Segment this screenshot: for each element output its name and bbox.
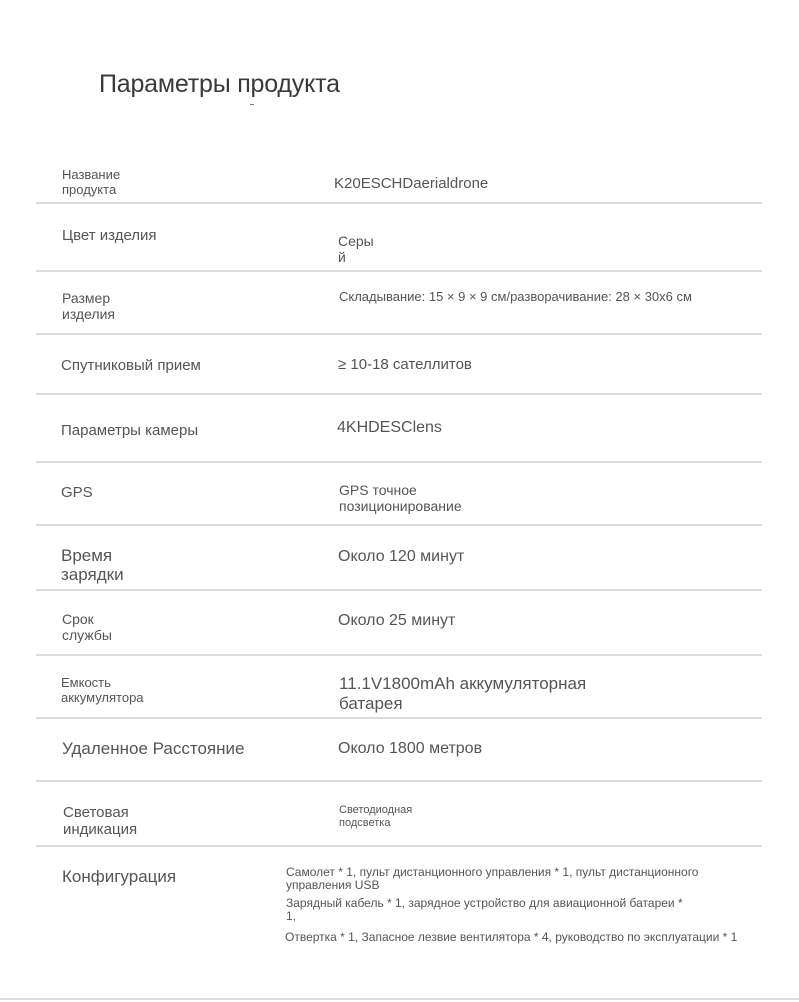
spec-row-service-life: [36, 591, 762, 656]
spec-value: Серы й: [338, 233, 374, 266]
spec-value: 4KHDESClens: [337, 419, 442, 436]
configuration-line: Самолет * 1, пульт дистанционного управления * 1, пульт дистанционного управления USB: [286, 865, 699, 893]
spec-value: Около 25 минут: [338, 612, 456, 629]
spec-label: Параметры камеры: [61, 422, 199, 439]
spec-value: 11.1V1800mAh аккумуляторная батарея: [339, 674, 587, 713]
spec-value: Около 1800 метров: [338, 740, 483, 757]
spec-label: GPS: [61, 484, 93, 501]
spec-label: Время зарядки: [61, 546, 124, 584]
spec-row-gps: [36, 463, 762, 526]
spec-value: K20ESCHDaerialdrone: [334, 175, 489, 192]
configuration-label: Конфигурация: [62, 867, 177, 886]
spec-label: Название продукта: [62, 167, 121, 197]
configuration-line: Зарядный кабель * 1, зарядное устройство для авиационной батареи * 1,: [286, 896, 683, 924]
spec-value: Около 120 минут: [338, 548, 465, 565]
spec-label: Емкость аккумулятора: [61, 675, 144, 705]
spec-row-camera: [36, 395, 762, 463]
spec-table: [36, 158, 762, 847]
spec-label: Световая индикация: [63, 804, 138, 839]
bottom-divider: [0, 998, 799, 1000]
page-title: Параметры продукта: [99, 70, 340, 98]
spec-row-battery: [36, 656, 762, 719]
spec-label: Спутниковый прием: [61, 357, 201, 374]
spec-row-charge-time: [36, 526, 762, 591]
spec-value: Светодиодная подсветка: [339, 804, 413, 829]
spec-value: ≥ 10-18 сателлитов: [338, 356, 472, 373]
spec-value: Складывание: 15 × 9 × 9 см/разворачивание: 28 × 30x6 см: [339, 289, 692, 304]
spec-row-size: [36, 272, 762, 335]
spec-row-light-indicator: [36, 782, 762, 847]
spec-label: Размер изделия: [62, 290, 115, 323]
title-underline-mark: [250, 104, 254, 105]
spec-label: Удаленное Расстояние: [62, 739, 245, 758]
spec-label: Срок службы: [62, 611, 112, 644]
spec-row-product-name: [36, 158, 762, 204]
spec-label: Цвет изделия: [62, 227, 157, 244]
spec-row-satellite: [36, 335, 762, 395]
spec-row-range: [36, 719, 762, 782]
configuration-line: Отвертка * 1, Запасное лезвие вентилятора * 4, руководство по эксплуатации * 1: [285, 930, 738, 944]
spec-value: GPS точное позиционирование: [339, 482, 462, 515]
spec-row-color: [36, 204, 762, 272]
